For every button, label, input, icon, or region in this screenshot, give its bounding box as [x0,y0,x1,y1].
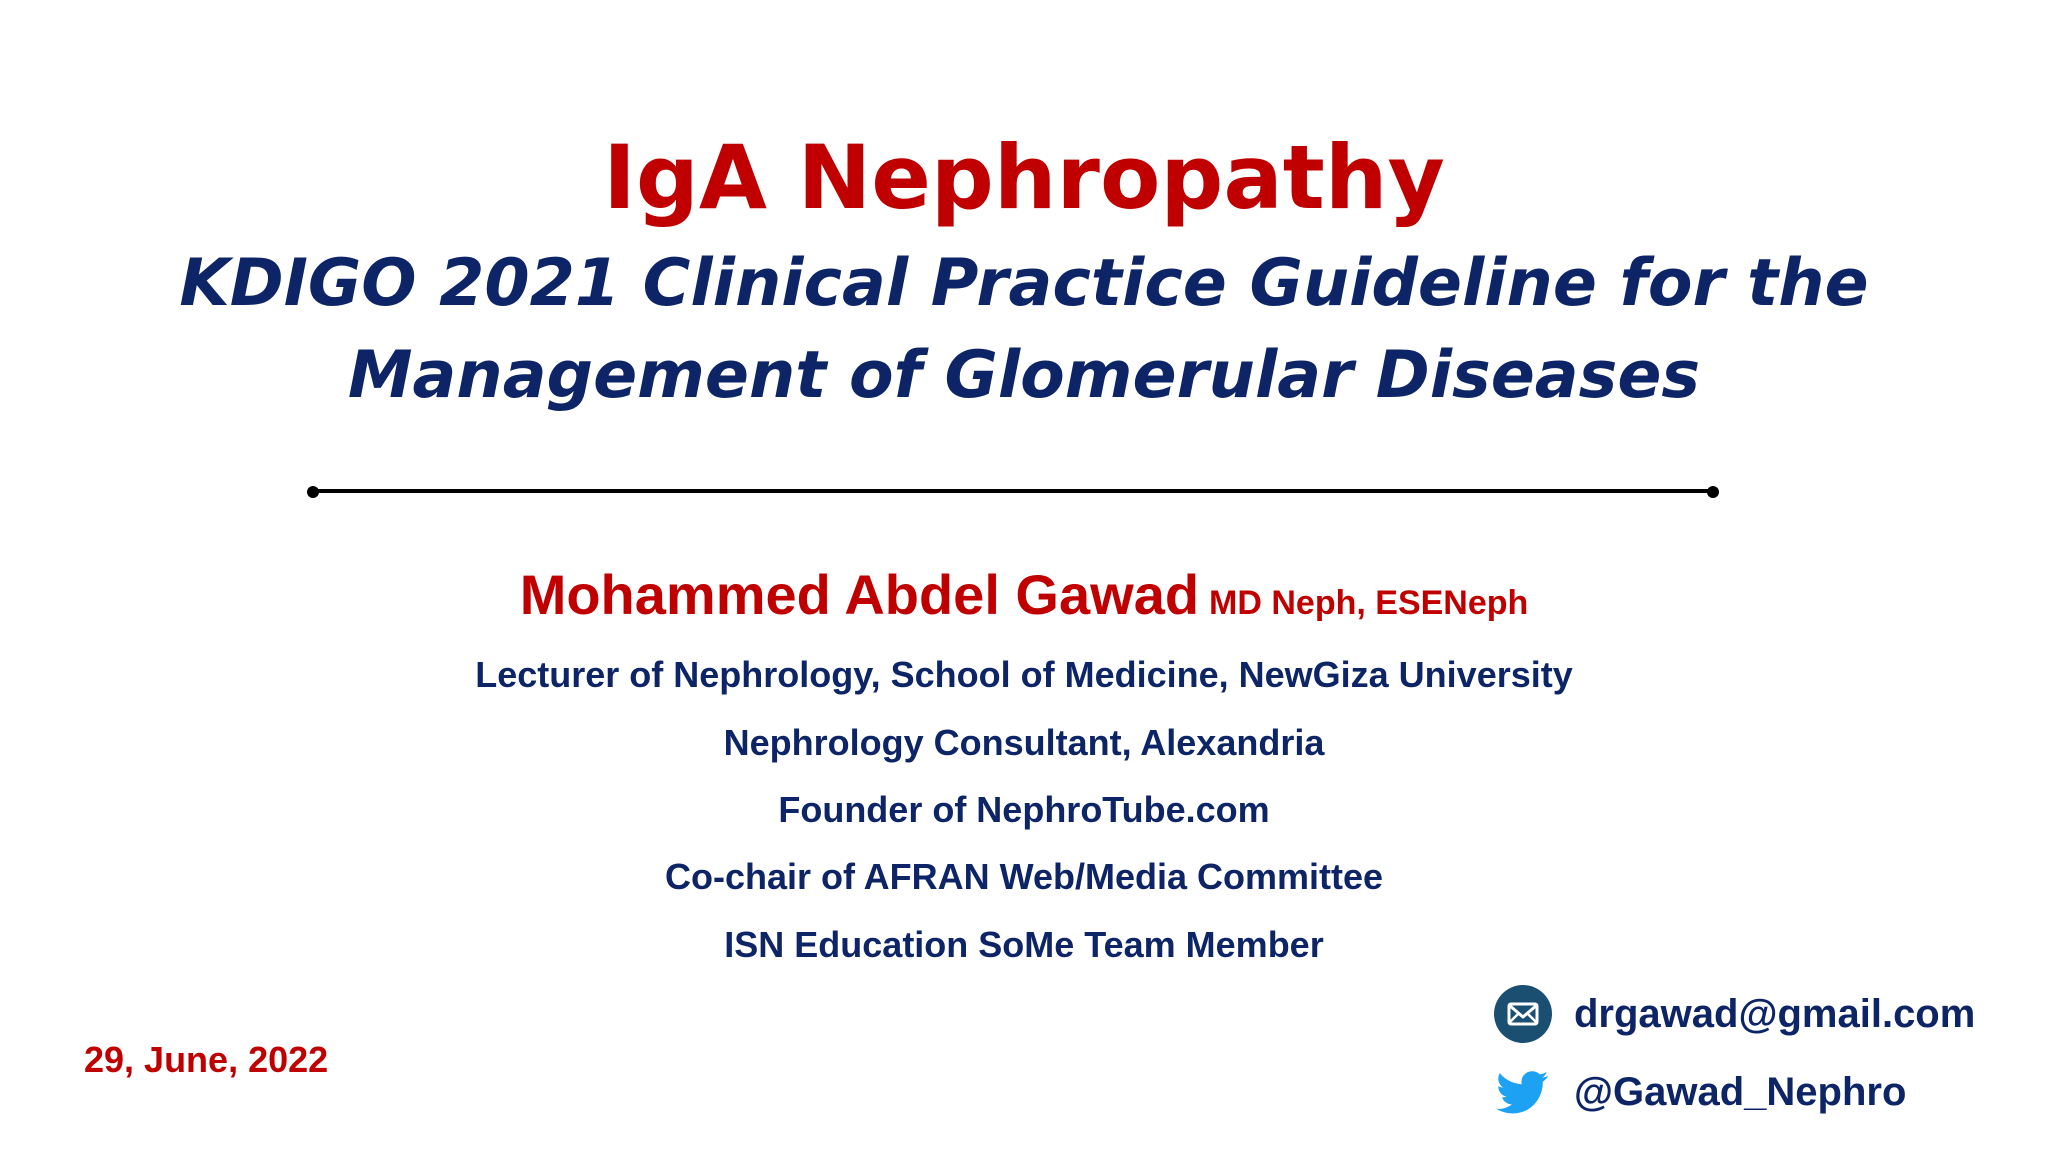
affiliation-line: ISN Education SoMe Team Member [724,924,1324,965]
author-credentials: MD Neph, ESENeph [1209,584,1529,622]
affiliation-line: Lecturer of Nephrology, School of Medicine, NewGiza University [475,654,1573,695]
email-address: drgawad@gmail.com [1574,992,1976,1036]
twitter-handle: @Gawad_Nephro [1574,1070,1907,1114]
subtitle-line: Management of Glomerular Diseases [347,338,1701,413]
slide-title: IgA Nephropathy [603,126,1445,229]
affiliation-line: Founder of NephroTube.com [778,789,1270,830]
divider-dot-right [1707,486,1719,498]
contact-email [1494,985,1975,1043]
presentation-date: 29, June, 2022 [84,1039,329,1080]
divider-line [311,486,1715,496]
author-line [0,562,2048,627]
subtitle-line: KDIGO 2021 Clinical Practice Guideline for the [179,246,1869,321]
affiliation-line: Co-chair of AFRAN Web/Media Committee [664,856,1384,897]
contact-twitter [1494,1063,1906,1121]
email-icon [1494,985,1552,1043]
author-name: Mohammed Abdel Gawad [519,563,1200,626]
divider-rule [311,489,1715,493]
affiliation-line: Nephrology Consultant, Alexandria [723,722,1325,763]
slide-subtitle [0,238,2048,422]
twitter-icon [1494,1063,1552,1121]
divider-dot-left [307,486,319,498]
